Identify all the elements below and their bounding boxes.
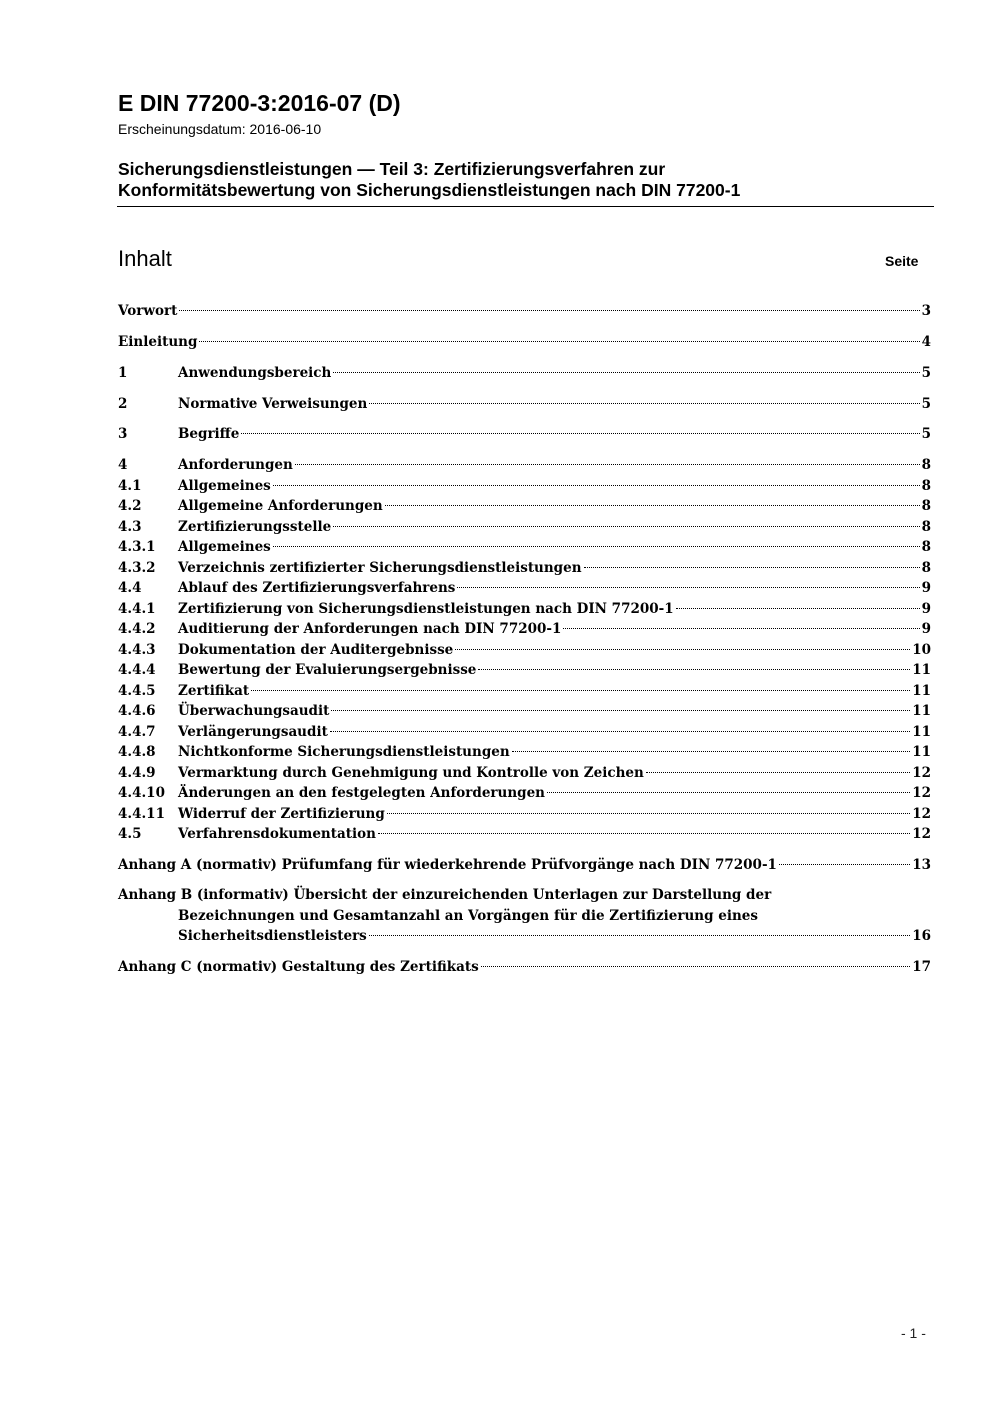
toc-entry-page: 5 <box>921 396 931 412</box>
toc-entry-title: Allgemeines <box>178 539 271 555</box>
toc-entry-4-4-6[interactable] <box>118 701 931 721</box>
toc-entry-4-4[interactable] <box>118 578 931 598</box>
subtitle-line-1: Sicherungsdienstleistungen — Teil 3: Zertifizierungsverfahren zur <box>118 159 666 179</box>
toc-entry-page: 8 <box>921 478 931 494</box>
toc-entry-4-1[interactable] <box>118 476 931 496</box>
toc-entry-number: 4.4.10 <box>118 785 165 801</box>
toc-entry-4-4-8[interactable] <box>118 742 931 762</box>
leader-dots <box>369 935 910 936</box>
toc-entry-page: 12 <box>912 785 931 801</box>
leader-dots <box>333 526 919 527</box>
toc-entry-annex-b[interactable] <box>118 885 931 947</box>
toc-entry-number: 3 <box>118 426 128 442</box>
leader-dots <box>273 485 920 486</box>
toc-entry-page: 12 <box>912 765 931 781</box>
toc-entry-4-3-2[interactable] <box>118 558 931 578</box>
toc-entry-number: 4.4 <box>118 580 142 596</box>
page-number: - 1 - <box>901 1325 926 1341</box>
leader-dots <box>378 833 910 834</box>
leader-dots <box>676 608 920 609</box>
toc-entry-page: 8 <box>921 519 931 535</box>
toc-entry-title: Anhang C (normativ) Gestaltung des Zertifikats <box>118 959 479 975</box>
toc-entry-title: Verlängerungsaudit <box>178 724 328 740</box>
toc-heading: Inhalt <box>118 246 172 271</box>
toc-entry-page: 9 <box>921 580 931 596</box>
toc-entry-annex-a[interactable] <box>118 855 931 875</box>
toc-entry-page: 17 <box>912 959 931 975</box>
leader-dots <box>481 966 910 967</box>
toc-entry-number: 4.4.2 <box>118 621 156 637</box>
leader-dots <box>563 628 919 629</box>
toc-entry-title: Widerruf der Zertifizierung <box>178 806 385 822</box>
toc-entry-number: 4.4.3 <box>118 642 156 658</box>
annex-b-line-1: Anhang B (informativ) Übersicht der einzureichenden Unterlagen zur Darstellung der <box>118 887 772 903</box>
toc-entry-title: Normative Verweisungen <box>178 396 368 412</box>
toc-entry-title: Auditierung der Anforderungen nach DIN 77200-1 <box>178 621 562 637</box>
toc-entry-number: 2 <box>118 396 128 412</box>
leader-dots <box>330 731 910 732</box>
leader-dots <box>333 372 919 373</box>
annex-b-line-2: Bezeichnungen und Gesamtanzahl an Vorgängen für die Zertifizierung eines <box>178 907 758 924</box>
toc-entry-page: 8 <box>921 457 931 473</box>
toc-entry-einleitung[interactable] <box>118 332 931 352</box>
toc-entry-page: 13 <box>912 857 931 873</box>
toc-entry-title: Zertifizierung von Sicherungsdienstleistungen nach DIN 77200-1 <box>178 601 674 617</box>
toc-entry-page: 10 <box>912 642 931 658</box>
toc-entry-number: 4.4.11 <box>118 806 165 822</box>
toc-entry-title: Allgemeines <box>178 478 271 494</box>
toc-entry-page: 16 <box>912 928 931 944</box>
toc-entry-vorwort[interactable] <box>118 301 931 321</box>
leader-dots <box>179 310 919 311</box>
toc-entry-4-3[interactable] <box>118 517 931 537</box>
toc-entry-page: 8 <box>921 498 931 514</box>
toc-entry-title: Vorwort <box>118 303 178 319</box>
toc-entry-number: 4.4.9 <box>118 765 156 781</box>
annex-b-line-3: Sicherheitsdienstleisters <box>178 928 367 944</box>
toc-entry-4-2[interactable] <box>118 496 931 516</box>
leader-dots <box>385 505 920 506</box>
toc-entry-number: 4.4.5 <box>118 683 156 699</box>
toc-entry-title: Anforderungen <box>178 457 293 473</box>
toc-entry-4-4-5[interactable] <box>118 681 931 701</box>
subtitle-line-2: Konformitätsbewertung von Sicherungsdienstleistungen nach DIN 77200-1 <box>118 180 741 200</box>
toc-entry-number: 4.4.7 <box>118 724 156 740</box>
leader-dots <box>387 813 910 814</box>
toc-entry-4-4-3[interactable] <box>118 640 931 660</box>
toc-entry-title: Nichtkonforme Sicherungsdienstleistungen <box>178 744 510 760</box>
toc-entry-page: 8 <box>921 560 931 576</box>
leader-dots <box>779 864 910 865</box>
toc-entry-page: 9 <box>921 601 931 617</box>
toc-entry-page: 11 <box>912 683 931 699</box>
toc-entry-title: Vermarktung durch Genehmigung und Kontrolle von Zeichen <box>178 765 644 781</box>
toc-entry-title: Bewertung der Evaluierungsergebnisse <box>178 662 477 678</box>
leader-dots <box>199 341 919 342</box>
toc-entry-page: 11 <box>912 724 931 740</box>
toc-entry-number: 4.3 <box>118 519 142 535</box>
toc-entry-title: Zertifikat <box>178 683 250 699</box>
toc-entry-number: 4 <box>118 457 128 473</box>
leader-dots <box>478 669 910 670</box>
toc-entry-page: 5 <box>921 365 931 381</box>
toc-entry-page: 5 <box>921 426 931 442</box>
toc-entry-title: Begriffe <box>178 426 240 442</box>
toc-entry-page: 8 <box>921 539 931 555</box>
toc-entry-4-5[interactable] <box>118 824 931 844</box>
toc-entry-number: 4.4.1 <box>118 601 156 617</box>
toc-entry-title: Änderungen an den festgelegten Anforderungen <box>178 785 545 801</box>
toc-entry-number: 4.4.4 <box>118 662 156 678</box>
leader-dots <box>241 433 919 434</box>
toc-entry-title: Allgemeine Anforderungen <box>178 498 383 514</box>
document-title: E DIN 77200-3:2016-07 (D) <box>118 90 401 116</box>
toc-entry-number: 4.3.2 <box>118 560 156 576</box>
toc-entry-4-4-4[interactable] <box>118 660 931 680</box>
toc-entry-4-4-11[interactable] <box>118 804 931 824</box>
toc-entry-number: 1 <box>118 365 128 381</box>
toc-entry-title: Einleitung <box>118 334 198 350</box>
leader-dots <box>273 546 920 547</box>
toc-entry-1[interactable] <box>118 363 931 383</box>
document-subtitle <box>118 159 933 201</box>
toc-entry-title: Überwachungsaudit <box>178 703 330 719</box>
toc-entry-title: Ablauf des Zertifizierungsverfahrens <box>178 580 456 596</box>
toc-entry-4-4-10[interactable] <box>118 783 931 803</box>
publication-date: Erscheinungsdatum: 2016-06-10 <box>118 121 322 137</box>
toc-entry-title: Dokumentation der Auditergebnisse <box>178 642 454 658</box>
toc-entry-2[interactable] <box>118 394 931 414</box>
leader-dots <box>512 751 911 752</box>
toc-entry-4-3-1[interactable] <box>118 537 931 557</box>
toc-entry-page: 4 <box>921 334 931 350</box>
toc-entry-4-4-1[interactable] <box>118 599 931 619</box>
toc-entry-number: 4.2 <box>118 498 142 514</box>
toc-entry-4-4-2[interactable] <box>118 619 931 639</box>
toc-entry-number: 4.3.1 <box>118 539 156 555</box>
toc-entry-page: 11 <box>912 703 931 719</box>
toc-entry-page: 11 <box>912 744 931 760</box>
toc-entry-number: 4.1 <box>118 478 142 494</box>
leader-dots <box>547 792 910 793</box>
title-rule <box>117 206 934 207</box>
leader-dots <box>251 690 910 691</box>
toc-entry-number: 4.4.6 <box>118 703 156 719</box>
toc-entry-4-4-9[interactable] <box>118 763 931 783</box>
toc-entry-number: 4.4.8 <box>118 744 156 760</box>
toc-entry-page: 11 <box>912 662 931 678</box>
toc-entry-title: Anhang A (normativ) Prüfumfang für wiederkehrende Prüfvorgänge nach DIN 77200-1 <box>118 857 777 873</box>
toc-entry-4-4-7[interactable] <box>118 722 931 742</box>
leader-dots <box>369 403 919 404</box>
toc-entry-title: Verzeichnis zertifizierter Sicherungsdienstleistungen <box>178 560 582 576</box>
leader-dots <box>584 567 920 568</box>
toc-entry-number: 4.5 <box>118 826 142 842</box>
toc-entry-page: 12 <box>912 806 931 822</box>
toc-entry-title: Verfahrensdokumentation <box>178 826 376 842</box>
leader-dots <box>455 649 910 650</box>
leader-dots <box>295 464 920 465</box>
toc-entry-page: 9 <box>921 621 931 637</box>
leader-dots <box>331 710 910 711</box>
toc-entry-4[interactable] <box>118 455 931 475</box>
toc-entry-title: Zertifizierungsstelle <box>178 519 332 535</box>
toc-entry-annex-c[interactable] <box>118 957 931 977</box>
toc-entry-title: Anwendungsbereich <box>178 365 332 381</box>
toc-entry-page: 3 <box>921 303 931 319</box>
leader-dots <box>646 772 910 773</box>
toc-entry-3[interactable] <box>118 424 931 444</box>
toc-page-column-label: Seite <box>885 253 919 269</box>
leader-dots <box>457 587 919 588</box>
toc-entry-page: 12 <box>912 826 931 842</box>
